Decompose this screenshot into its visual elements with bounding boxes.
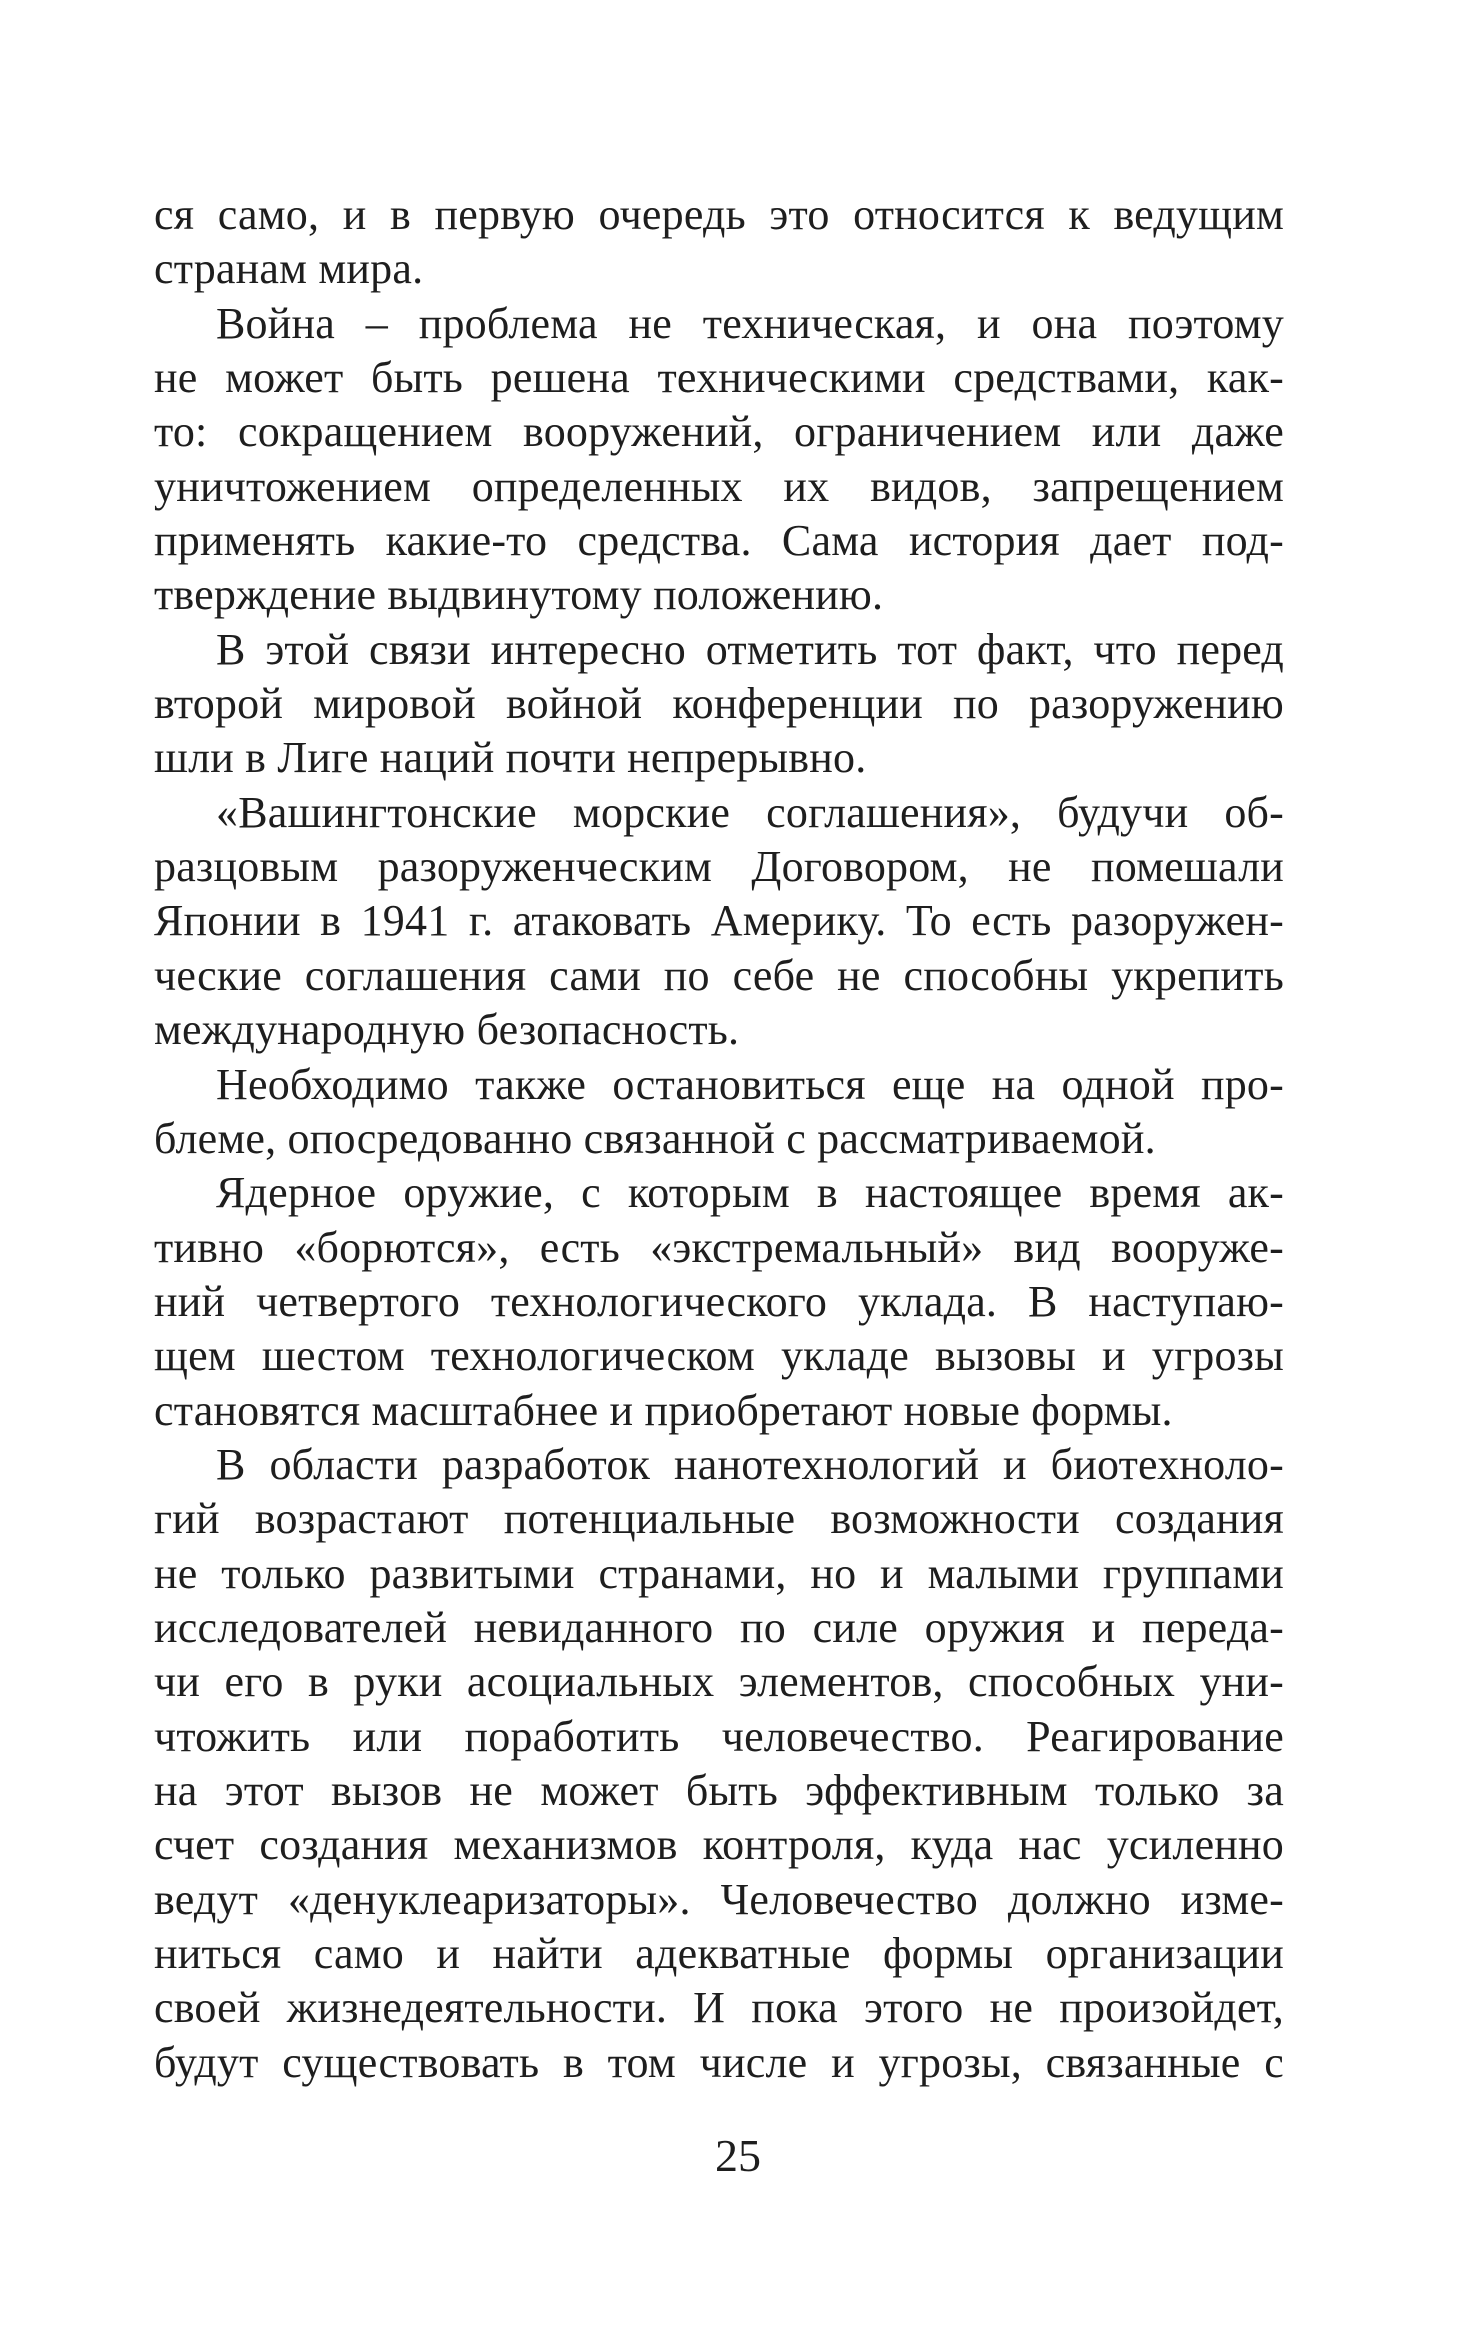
body-text — [154, 188, 1284, 2090]
text-line: международную безопасность. — [154, 1005, 740, 1055]
text-line: исследователей невиданного по силе оружия и переда- — [154, 1602, 1284, 1652]
text-line: уничтожением определенных их видов, запрещением — [154, 461, 1284, 511]
text-line: ческие соглашения сами по себе не способны укрепить — [154, 950, 1284, 1000]
text-line: ведут «денуклеаризаторы». Человечество должно изме- — [154, 1874, 1284, 1924]
text-line: становятся масштабнее и приобретают новые формы. — [154, 1385, 1173, 1435]
text-line: ся само, и в первую очередь это относится к ведущим — [154, 190, 1284, 239]
text-line: странам мира. — [154, 244, 424, 294]
text-line: второй мировой войной конференции по разоружению — [154, 679, 1284, 729]
text-line: счет создания механизмов контроля, куда нас усиленно — [154, 1820, 1284, 1870]
text-line: щем шестом технологическом укладе вызовы и угрозы — [154, 1331, 1284, 1381]
text-line: Японии в 1941 г. атаковать Америку. То есть разоружен- — [154, 896, 1284, 946]
text-line: гий возрастают потенциальные возможности создания — [154, 1494, 1284, 1544]
page-number: 25 — [715, 2130, 761, 2181]
text-line: чи его в руки асоциальных элементов, способных уни- — [154, 1657, 1284, 1707]
text-line: применять какие-то средства. Сама история дает под- — [154, 516, 1284, 566]
text-line: Необходимо также остановиться еще на одной про- — [216, 1059, 1284, 1109]
text-line: то: сокращением вооружений, ограничением или даже — [154, 407, 1284, 457]
text-line: не только развитыми странами, но и малыми группами — [154, 1548, 1284, 1598]
text-line: ниться само и найти адекватные формы организации — [154, 1929, 1284, 1978]
text-line: «Вашингтонские морские соглашения», будучи об- — [216, 787, 1284, 837]
text-line: шли в Лиге наций почти непрерывно. — [154, 733, 867, 783]
text-line: своей жизнедеятельности. И пока этого не произойдет, — [154, 1983, 1284, 2033]
text-line: тверждение выдвинутому положению. — [154, 570, 884, 620]
text-line: Война – проблема не техническая, и она поэтому — [216, 298, 1284, 348]
text-line: В этой связи интересно отметить тот факт, что перед — [216, 624, 1284, 674]
text-line: блеме, опосредованно связанной с рассматриваемой. — [154, 1113, 1156, 1163]
text-line: чтожить или поработить человечество. Реагирование — [154, 1711, 1284, 1761]
text-line: тивно «борются», есть «экстремальный» вид вооруже- — [154, 1222, 1284, 1272]
text-line: разцовым разоруженческим Договором, не помешали — [154, 842, 1284, 892]
text-line: ний четвертого технологического уклада. В наступаю- — [154, 1276, 1284, 1326]
text-line: не может быть решена техническими средствами, как- — [154, 353, 1284, 403]
text-line: на этот вызов не может быть эффективным только за — [154, 1765, 1284, 1815]
text-line: Ядерное оружие, с которым в настоящее время ак- — [216, 1168, 1284, 1218]
text-line: В области разработок нанотехнологий и биотехноло- — [216, 1439, 1284, 1489]
text-line: будут существовать в том числе и угрозы, связанные с — [154, 2037, 1284, 2087]
